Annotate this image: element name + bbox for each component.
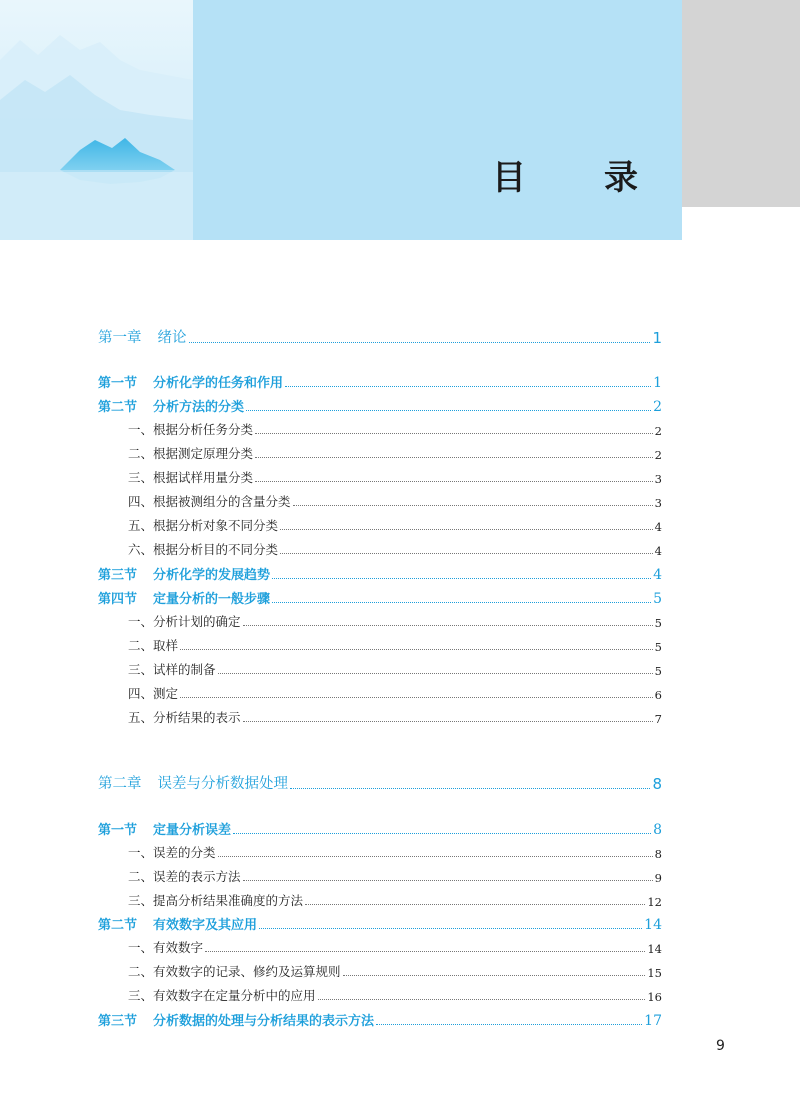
chapter-title: 误差与分析数据处理 <box>157 776 288 792</box>
mountain-lake-illustration <box>0 0 193 240</box>
section-label: 第三节 <box>98 568 138 583</box>
toc-item[interactable] <box>98 986 662 1004</box>
page-ref: 4 <box>653 567 662 583</box>
page-ref: 1 <box>652 329 662 347</box>
toc-item[interactable] <box>98 660 662 678</box>
chapter-title: 绪论 <box>157 330 187 346</box>
item-title: 五、根据分析对象不同分类 <box>128 518 279 533</box>
page-ref: 15 <box>647 966 662 980</box>
toc-section[interactable] <box>98 588 662 607</box>
toc-item[interactable] <box>98 708 662 726</box>
dot-leader <box>218 672 653 674</box>
dot-leader <box>290 787 650 789</box>
dot-leader <box>218 855 653 857</box>
page-ref: 12 <box>647 895 662 909</box>
toc-chapter-1[interactable] <box>98 326 662 347</box>
toc-section[interactable] <box>98 819 662 838</box>
toc-section[interactable] <box>98 914 662 933</box>
page-ref: 5 <box>654 616 662 630</box>
section-label: 第二节 <box>98 400 138 415</box>
item-title: 一、误差的分类 <box>128 845 216 860</box>
dot-leader <box>255 456 653 458</box>
item-title: 六、根据分析目的不同分类 <box>128 542 279 557</box>
toc-item[interactable] <box>98 867 662 885</box>
page-ref: 2 <box>654 424 662 438</box>
page-ref: 4 <box>654 520 662 534</box>
section-label: 第一节 <box>98 376 138 391</box>
item-title: 一、根据分析任务分类 <box>128 422 254 437</box>
page-ref: 3 <box>654 472 662 486</box>
section-title: 分析化学的任务和作用 <box>153 376 284 391</box>
page-ref: 1 <box>653 375 662 391</box>
page-ref: 5 <box>654 640 662 654</box>
dot-leader <box>318 998 646 1000</box>
dot-leader <box>343 974 646 976</box>
dot-leader <box>243 720 653 722</box>
item-title: 四、根据被测组分的含量分类 <box>128 494 291 509</box>
dot-leader <box>259 927 642 929</box>
dot-leader <box>205 950 645 952</box>
toc-item[interactable] <box>98 684 662 702</box>
dot-leader <box>280 552 653 554</box>
dot-leader <box>233 832 651 834</box>
dot-leader <box>305 903 645 905</box>
toc-section[interactable] <box>98 564 662 583</box>
item-title: 三、有效数字在定量分析中的应用 <box>128 988 316 1003</box>
toc-item[interactable] <box>98 444 662 462</box>
dot-leader <box>243 879 653 881</box>
toc-chapter-2[interactable] <box>98 772 662 793</box>
page-ref: 8 <box>654 847 662 861</box>
toc-item[interactable] <box>98 636 662 654</box>
item-title: 二、根据测定原理分类 <box>128 446 254 461</box>
dot-leader <box>189 341 651 343</box>
item-title: 三、试样的制备 <box>128 662 216 677</box>
item-title: 三、提高分析结果准确度的方法 <box>128 893 304 908</box>
dot-leader <box>272 601 651 603</box>
toc-item[interactable] <box>98 891 662 909</box>
dot-leader <box>180 648 653 650</box>
section-label: 第一节 <box>98 823 138 838</box>
item-title: 五、分析结果的表示 <box>128 710 241 725</box>
page-ref: 17 <box>644 1013 662 1029</box>
page-ref: 5 <box>654 664 662 678</box>
dot-leader <box>272 577 651 579</box>
page-ref: 6 <box>654 688 662 702</box>
chapter-label: 第二章 <box>98 776 142 792</box>
dot-leader <box>293 504 653 506</box>
toc-item[interactable] <box>98 612 662 630</box>
section-title: 定量分析误差 <box>153 823 232 838</box>
item-title: 四、测定 <box>128 686 179 701</box>
item-title: 二、取样 <box>128 638 179 653</box>
chapter-label: 第一章 <box>98 330 142 346</box>
dot-leader <box>285 385 651 387</box>
section-title: 有效数字及其应用 <box>153 918 258 933</box>
item-title: 三、根据试样用量分类 <box>128 470 254 485</box>
page-ref: 3 <box>654 496 662 510</box>
section-title: 定量分析的一般步骤 <box>153 592 271 607</box>
section-title: 分析化学的发展趋势 <box>153 568 271 583</box>
section-label: 第四节 <box>98 592 138 607</box>
dot-leader <box>255 480 653 482</box>
item-title: 二、有效数字的记录、修约及运算规则 <box>128 964 341 979</box>
page-ref: 7 <box>654 712 662 726</box>
toc-item[interactable] <box>98 540 662 558</box>
toc-section[interactable] <box>98 396 662 415</box>
section-label: 第二节 <box>98 918 138 933</box>
toc-item[interactable] <box>98 938 662 956</box>
item-title: 二、误差的表示方法 <box>128 869 241 884</box>
page-ref: 5 <box>653 591 662 607</box>
dot-leader <box>180 696 653 698</box>
page-number: 9 <box>716 1038 725 1054</box>
header-banner <box>0 0 682 240</box>
item-title: 一、分析计划的确定 <box>128 614 241 629</box>
page-ref: 8 <box>653 822 662 838</box>
section-title: 分析数据的处理与分析结果的表示方法 <box>153 1014 375 1029</box>
page-ref: 14 <box>644 917 662 933</box>
section-label: 第三节 <box>98 1014 138 1029</box>
page-ref: 16 <box>647 990 662 1004</box>
toc-item[interactable] <box>98 962 662 980</box>
dot-leader <box>280 528 653 530</box>
toc-item[interactable] <box>98 843 662 861</box>
page-ref: 2 <box>654 448 662 462</box>
toc-item[interactable] <box>98 468 662 486</box>
section-title: 分析方法的分类 <box>153 400 245 415</box>
page-ref: 8 <box>652 775 662 793</box>
page-ref: 14 <box>647 942 662 956</box>
page-ref: 4 <box>654 544 662 558</box>
dot-leader <box>255 432 653 434</box>
toc-item[interactable] <box>98 516 662 534</box>
toc-section[interactable] <box>98 1010 662 1029</box>
toc-section[interactable] <box>98 372 662 391</box>
toc-item[interactable] <box>98 492 662 510</box>
page-ref: 9 <box>654 871 662 885</box>
page-title: 目 录 <box>492 158 660 198</box>
dot-leader <box>246 409 651 411</box>
toc-item[interactable] <box>98 420 662 438</box>
page-ref: 2 <box>653 399 662 415</box>
item-title: 一、有效数字 <box>128 940 204 955</box>
dot-leader <box>243 624 653 626</box>
dot-leader <box>376 1023 642 1025</box>
corner-gray-block <box>682 0 800 207</box>
